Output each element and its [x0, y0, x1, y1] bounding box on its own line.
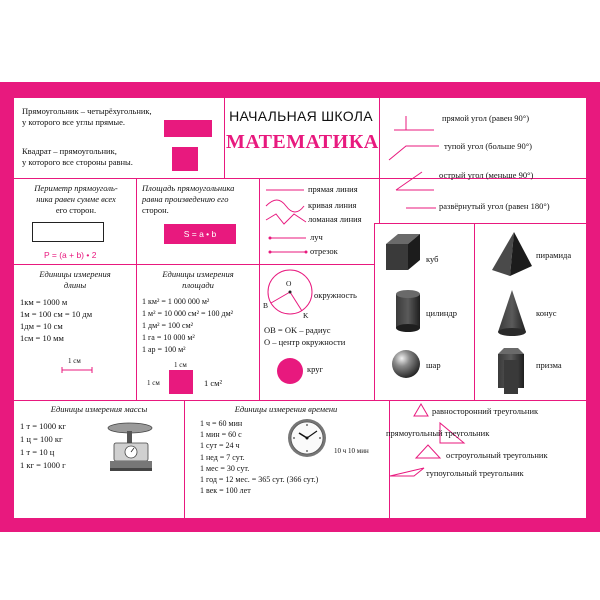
mass-title: Единицы измерения массы: [50, 404, 148, 414]
area-unit-row: 1 га = 10 000 м²: [142, 333, 195, 342]
poster-sheet: [14, 98, 586, 518]
perimeter-formula: P = (a + b) • 2: [44, 250, 97, 260]
disk-label: круг: [307, 364, 324, 374]
area-title1: Площадь прямоугольника: [142, 183, 235, 193]
triangle-obtuse-label: тупоугольный треугольник: [426, 468, 524, 478]
area-unit-row: 1 м² = 10 000 см² = 100 дм²: [142, 309, 234, 318]
triangle-right-label: прямоугольный треугольник: [386, 428, 490, 438]
length-row: 1м = 100 см = 10 дм: [20, 309, 93, 319]
line-ray-label: луч: [310, 232, 323, 242]
cm2-label: 1 см²: [204, 378, 223, 388]
angle-obtuse-label: тупой угол (больше 90°): [444, 141, 532, 151]
line-segment-label: отрезок: [310, 246, 338, 256]
square-def-line1: Квадрат – прямоугольник,: [22, 146, 117, 156]
header-title: МАТЕМАТИКА: [226, 131, 379, 153]
cm-square-top-label: 1 см: [174, 361, 187, 369]
point-b: B: [263, 301, 269, 310]
solid-prism-label: призма: [536, 360, 562, 370]
perimeter-title1: Периметр прямоуголь-: [34, 183, 118, 193]
time-row: 1 век = 100 лет: [200, 486, 251, 496]
area-title3: сторон.: [142, 205, 169, 215]
area-formula: S = a • b: [183, 229, 217, 239]
angle-acute-label: острый угол (меньше 90°): [439, 170, 534, 180]
solid-pyramid-label: пирамида: [536, 250, 572, 260]
point-o: O: [286, 279, 292, 288]
mass-row: 1 т = 10 ц: [20, 447, 55, 457]
circle-label: окружность: [314, 290, 357, 300]
square-def-line2: у которого все стороны равны.: [22, 157, 133, 167]
area-title2: равна произведению его: [142, 194, 229, 204]
time-row: 1 нед = 7 сут.: [200, 452, 245, 462]
line-broken-label: ломаная линия: [308, 214, 362, 224]
area-unit-row: 1 дм² = 100 см²: [142, 321, 194, 330]
line-curved-label: кривая линия: [308, 200, 357, 210]
perimeter-title2: ника равен сумме всех: [36, 194, 116, 204]
length-title2: длины: [63, 280, 87, 290]
center-label: O – центр окружности: [264, 337, 346, 347]
area-unit-row: 1 ар = 100 м²: [142, 345, 186, 354]
perimeter-title3: его сторон.: [55, 205, 97, 215]
cm-segment-label: 1 см: [68, 357, 81, 365]
length-row: 1см = 10 мм: [20, 333, 64, 343]
radius-label: OB = OK – радиус: [264, 325, 331, 335]
solid-cube-label: куб: [426, 254, 439, 264]
triangle-equilateral-label: равносторонний треугольник: [432, 406, 539, 416]
mass-row: 1 т = 1000 кг: [20, 421, 66, 431]
time-title: Единицы измерения времени: [234, 404, 338, 414]
area-units-title2: площади: [182, 280, 214, 290]
cm-square-left-label: 1 см: [147, 379, 160, 387]
triangle-acute-label: остроугольный треугольник: [446, 450, 548, 460]
length-row: 1км = 1000 м: [20, 297, 68, 307]
time-row: 1 сут = 24 ч: [200, 441, 240, 451]
time-row: 1 мес = 30 сут.: [200, 463, 250, 473]
angle-straight-label: развёрнутый угол (равен 180°): [439, 201, 550, 211]
time-row: 1 год = 12 мес. = 365 сут. (366 сут.): [200, 475, 319, 485]
point-k: K: [303, 311, 309, 320]
rect-def-line1: Прямоугольник – четырёхугольник,: [22, 106, 152, 116]
time-row: 1 мин = 60 с: [200, 430, 242, 440]
mass-row: 1 ц = 100 кг: [20, 434, 63, 444]
angle-right-label: прямой угол (равен 90°): [442, 113, 530, 123]
area-unit-row: 1 км² = 1 000 000 м²: [142, 297, 210, 306]
line-straight-label: прямая линия: [308, 184, 358, 194]
mass-row: 1 кг = 1000 г: [20, 460, 66, 470]
solid-cone-label: конус: [536, 308, 557, 318]
area-units-title1: Единицы измерения: [162, 269, 234, 279]
rect-def-line2: у которого все углы прямые.: [22, 117, 126, 127]
clock-label: 10 ч 10 мин: [334, 447, 369, 455]
solid-ball-label: шар: [426, 360, 441, 370]
header-subtitle: НАЧАЛЬНАЯ ШКОЛА: [229, 108, 373, 124]
length-title1: Единицы измерения: [39, 269, 111, 279]
solid-cylinder-label: цилиндр: [426, 308, 458, 318]
length-row: 1дм = 10 см: [20, 321, 63, 331]
time-row: 1 ч = 60 мин: [200, 419, 243, 428]
